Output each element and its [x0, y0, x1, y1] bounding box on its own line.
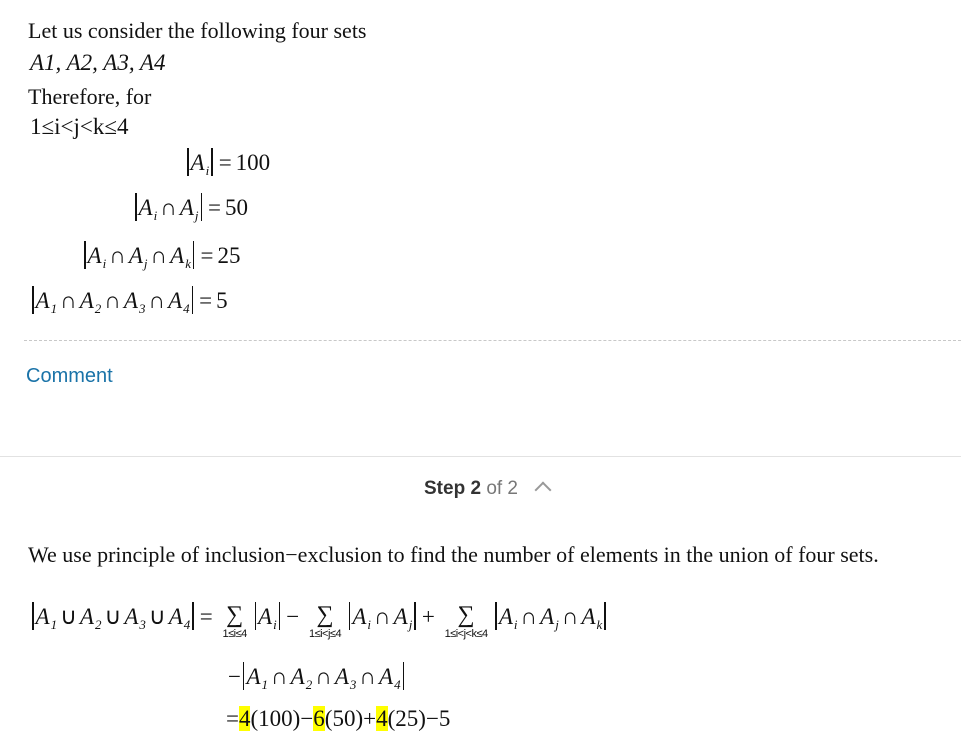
- ie-formula-line3: =4(100)−6(50)+4(25)−5: [226, 706, 451, 731]
- sets-line-text: A1, A2, A3, A4: [30, 50, 166, 75]
- coef1: 4: [238, 706, 251, 731]
- intro-text: Let us consider the following four sets: [28, 18, 367, 43]
- sum3: ∑ 1≤i<j<k≤4: [444, 602, 488, 640]
- sum1: ∑ 1≤i≤4: [222, 602, 247, 640]
- coef2: 6: [313, 706, 325, 731]
- sum1-limit: 1≤i≤4: [222, 628, 247, 640]
- step-of-text: of 2: [486, 478, 519, 499]
- condition-text: 1≤i<j<k≤4: [30, 114, 129, 139]
- eq-quad-value: 5: [216, 288, 228, 313]
- eq-single: $A_i = 100$: [185, 148, 270, 181]
- sets-line: [30, 48, 165, 78]
- term1: (100): [250, 706, 301, 731]
- term3: (25): [387, 706, 426, 731]
- therefore-text: Therefore, for: [28, 84, 152, 109]
- sum3-limit: 1≤i<j<k≤4: [444, 628, 488, 640]
- chevron-up-icon[interactable]: [535, 482, 552, 499]
- eq-quad: $A_1$ ∩ $A_2$ ∩ $A_3$ ∩ $A_4 = 5$: [30, 286, 228, 319]
- section-divider: [0, 456, 961, 457]
- step-header[interactable]: [424, 478, 549, 500]
- coef3: 4: [376, 706, 388, 731]
- sum2-limit: 1≤i<j≤4: [308, 628, 342, 640]
- ie-formula-line1: $A_1$ ∪ $A_2$ ∪ $A_3$ ∪ $A_4$ = ∑ 1≤i≤4 $A_i$ − ∑ 1≤i<j≤4 $A_i$ ∩ $A_j$ + ∑ 1≤i<j<k≤4 $A_i$ ∩ $A_j$ ∩ $A_k$: [30, 602, 608, 640]
- eq-pair: $A_i$ ∩ $A_j = 50$: [133, 193, 248, 226]
- comment-link[interactable]: Comment: [26, 365, 113, 387]
- dashed-divider: [24, 340, 961, 341]
- term2: (50): [324, 706, 364, 731]
- eq-pair-value: 50: [224, 195, 248, 220]
- sum2: ∑ 1≤i<j≤4: [308, 602, 342, 640]
- ie-formula-line2: − $A_1$ ∩ $A_2$ ∩ $A_3$ ∩ $A_4$: [228, 662, 406, 695]
- eq-triple-value: 25: [217, 243, 241, 268]
- eq-single-value: 100: [235, 150, 271, 175]
- eq-triple: $A_i$ ∩ $A_j$ ∩ $A_k = 25$: [82, 241, 240, 274]
- step2-description: We use principle of inclusion−exclusion to find the number of elements in the union of four sets.: [28, 542, 879, 567]
- term4: 5: [438, 706, 451, 731]
- step-label: Step 2: [424, 478, 482, 499]
